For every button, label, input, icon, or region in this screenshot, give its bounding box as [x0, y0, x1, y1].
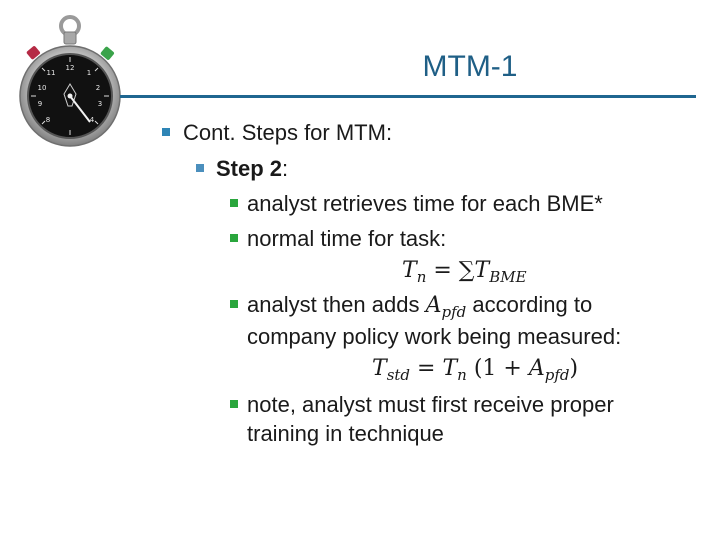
eq-subscript: pfd	[544, 366, 570, 384]
eq-symbol: A	[528, 356, 545, 381]
svg-text:8: 8	[45, 116, 51, 124]
bullet-icon	[230, 300, 238, 308]
bullet-text: analyst then adds	[247, 292, 420, 317]
bullet-training-note-line2: training in technique	[247, 421, 444, 446]
equation-normal-time	[402, 258, 527, 286]
svg-text:1: 1	[86, 69, 92, 77]
eq-symbol: A	[425, 293, 442, 318]
svg-text:2: 2	[95, 84, 101, 92]
eq-paren-close: )	[569, 356, 579, 381]
bullet-adds-allowance-line2: company policy work being measured:	[247, 324, 622, 349]
eq-sum-sign: ∑	[458, 258, 475, 283]
svg-text:11: 11	[46, 69, 56, 77]
eq-symbol: T	[402, 258, 417, 283]
title-divider	[120, 95, 696, 98]
inline-allowance-symbol	[425, 293, 467, 321]
eq-paren-open: (1 +	[473, 356, 522, 381]
equation-standard-time	[372, 356, 578, 384]
level1-heading: Cont. Steps for MTM:	[183, 120, 393, 145]
bullet-icon	[230, 400, 238, 408]
bullet-icon	[230, 234, 238, 242]
bullet-training-note: note, analyst must first receive proper	[247, 392, 614, 417]
slide-title: MTM-1	[422, 50, 518, 83]
eq-operator: =	[433, 258, 452, 283]
bullet-adds-allowance	[247, 292, 592, 325]
eq-subscript: std	[386, 366, 411, 384]
bullet-icon	[196, 164, 204, 172]
bullet-retrieve-time: analyst retrieves time for each BME*	[247, 191, 603, 216]
bullet-icon	[162, 128, 170, 136]
eq-symbol: T	[442, 356, 458, 381]
step-colon: :	[282, 156, 289, 181]
eq-operator: =	[417, 356, 436, 381]
bullet-icon	[230, 199, 238, 207]
svg-text:9: 9	[37, 100, 43, 108]
svg-text:12: 12	[65, 64, 75, 72]
step-heading	[216, 156, 288, 182]
stopwatch-icon	[14, 14, 128, 150]
eq-subscript: pfd	[441, 303, 467, 321]
step-label: Step 2	[216, 156, 283, 181]
eq-subscript: n	[457, 366, 467, 384]
svg-text:10: 10	[37, 84, 47, 92]
eq-subscript: n	[416, 268, 427, 286]
svg-text:4: 4	[89, 116, 95, 124]
eq-subscript: BME	[489, 268, 527, 286]
bullet-text: according to	[472, 292, 593, 317]
svg-text:3: 3	[97, 100, 103, 108]
bullet-normal-time: normal time for task:	[247, 226, 447, 251]
eq-symbol: T	[474, 258, 490, 283]
eq-symbol: T	[372, 356, 387, 381]
